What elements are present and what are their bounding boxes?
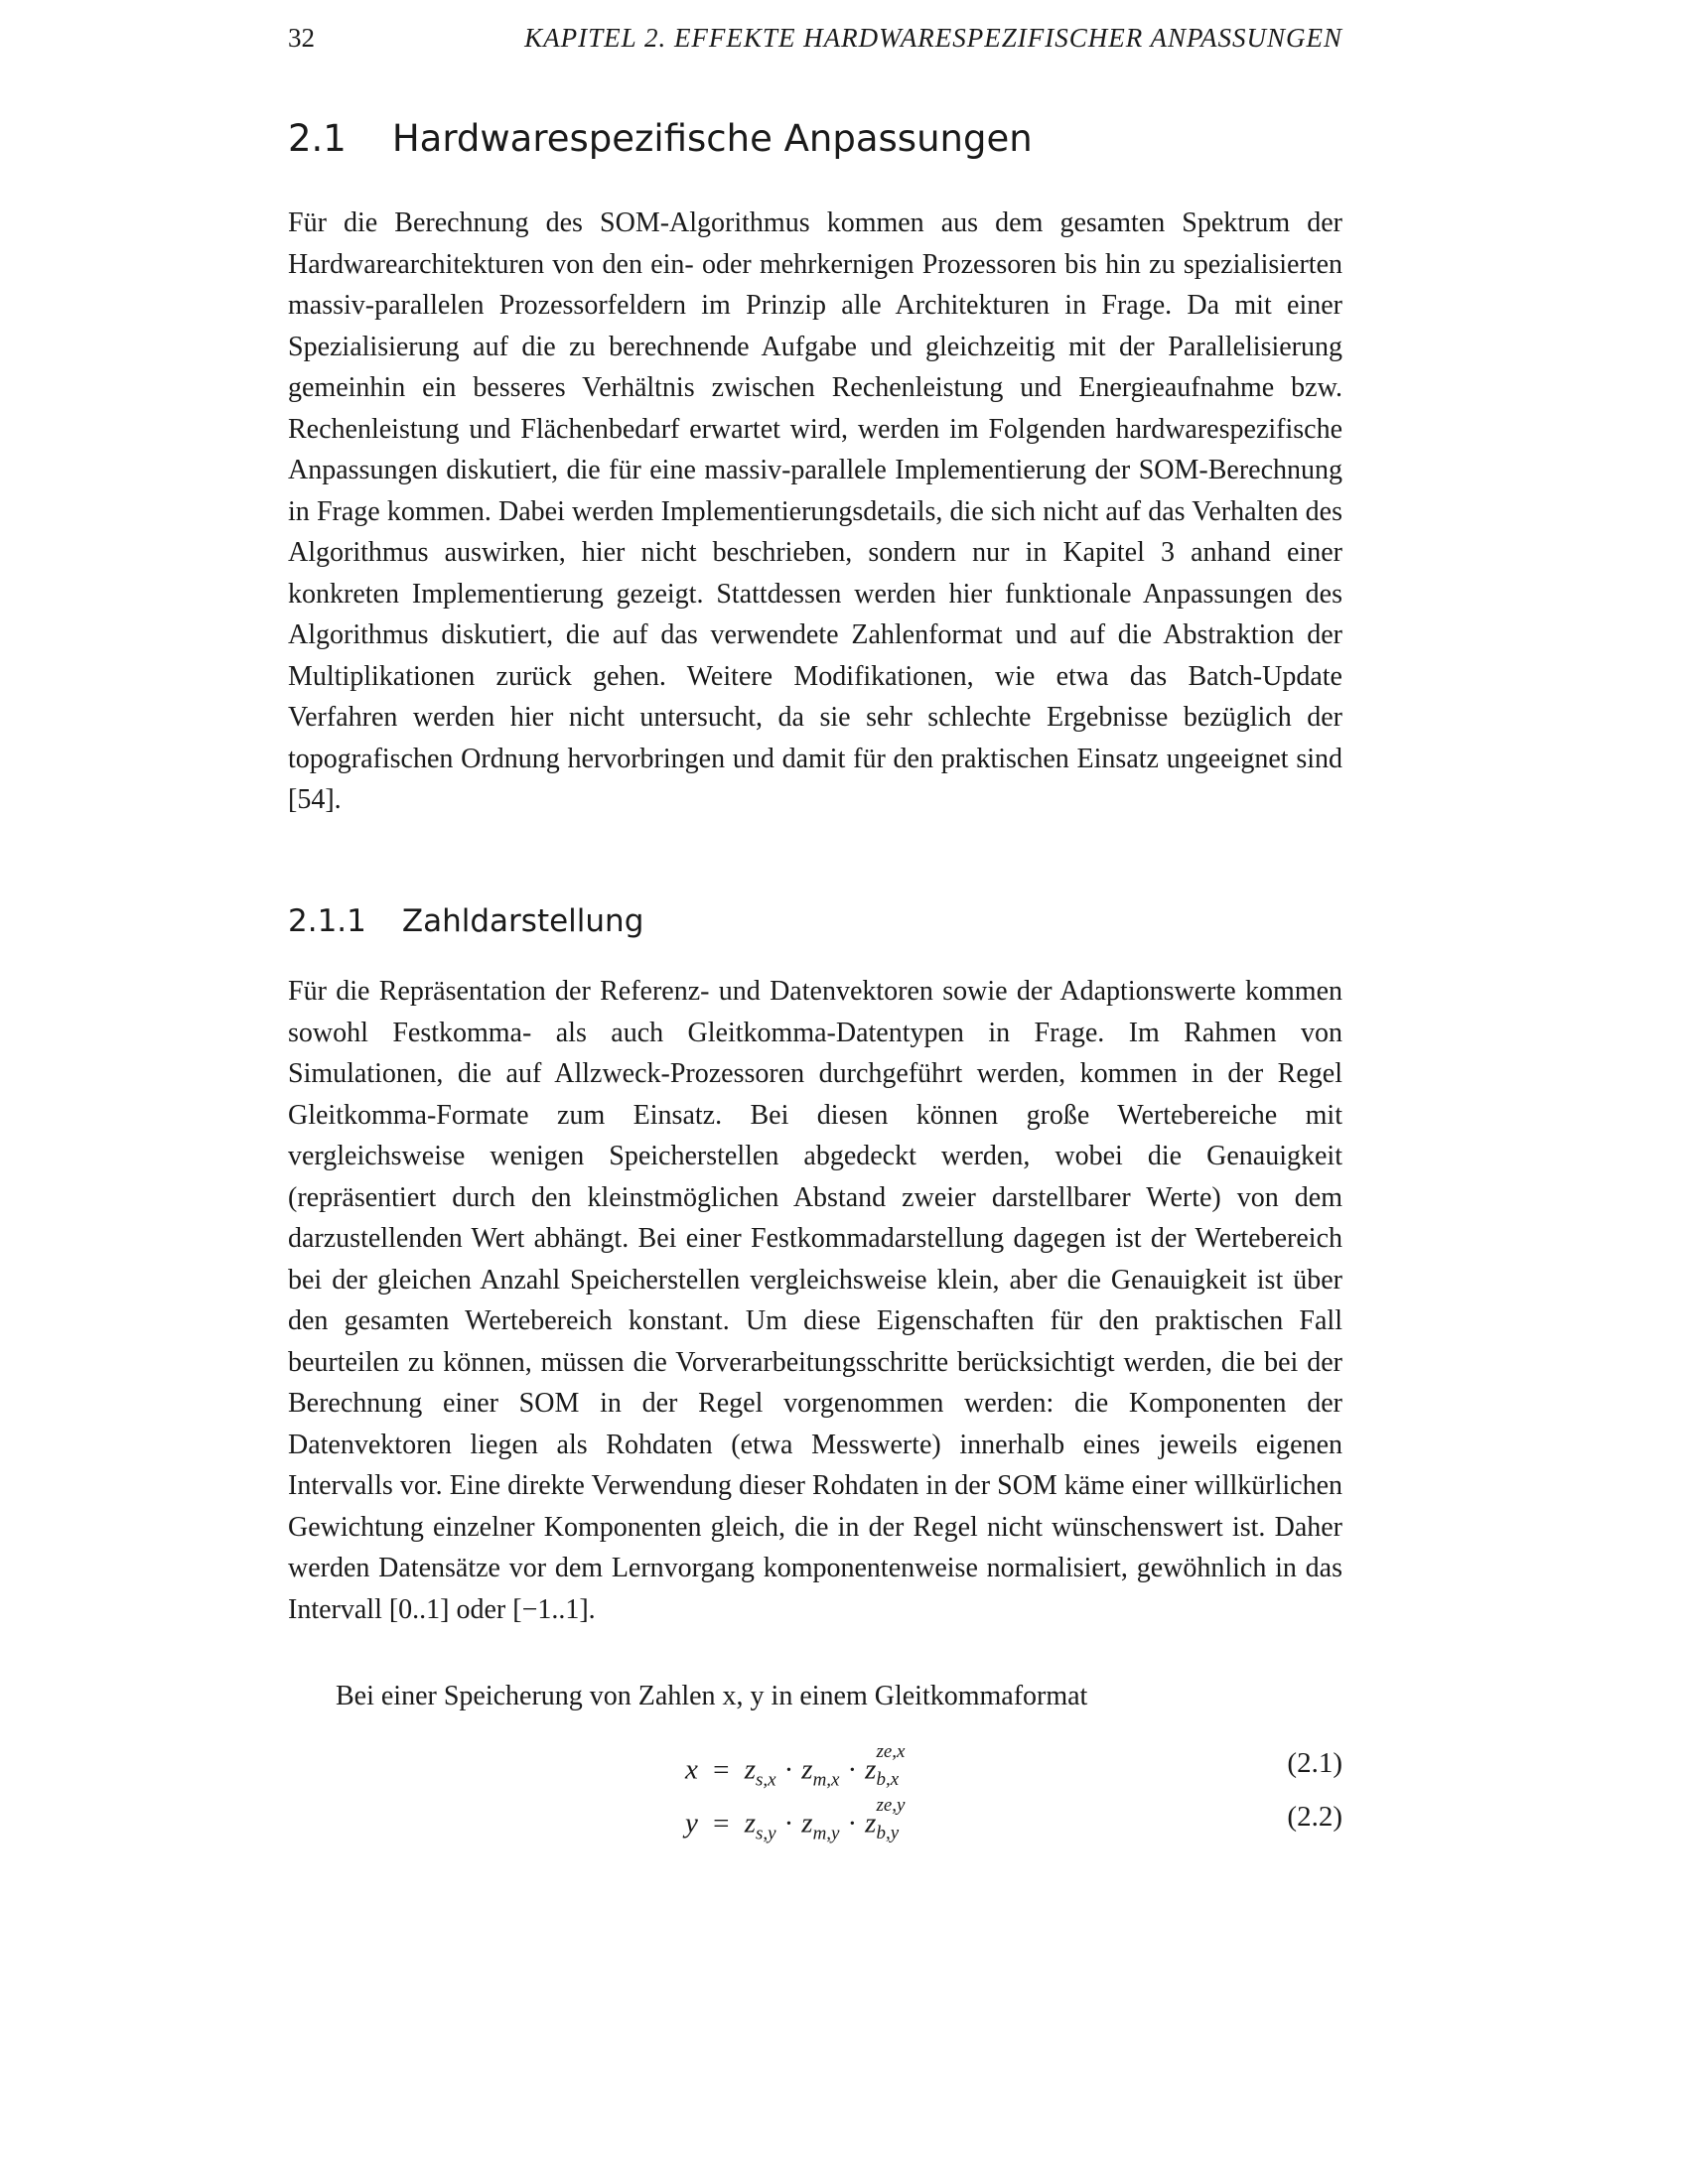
equation-subscript: b,y [876,1823,900,1843]
section-paragraph: Für die Berechnung des SOM-Algorithmus kommen aus dem gesamten Spektrum der Hardwarearchitekturen von den ein- oder mehrkernigen Prozessoren bis hin zu spezialisierten massiv-parallelen Prozessorfeldern im Prinzip alle Architekturen in Frage. Da mit einer Spezialisierung auf die zu berechnende Aufgabe und gleichzeitig mit der Parallelisierung gemeinhin ein besseres Verhältnis zwischen Rechenleistung und Energieaufnahme bzw. Rechenleistung und Flächenbedarf erwartet wird, werden im Folgenden hardwarespezifische Anpassungen diskutiert, die für eine massiv-parallele Implementierung der SOM-Berechnung in Frage kommen. Dabei werden Implementierungsdetails, die sich nicht auf das Verhalten des Algorithmus auswirken, hier nicht beschrieben, sondern nur in Kapitel 3 anhand einer konkreten Implementierung gezeigt. Stattdessen werden hier funktionale Anpassungen des Algorithmus diskutiert, die auf das verwendete Zahlenformat und auf die Abstraktion der Multiplikationen zurück gehen. Weitere Modifikationen, wie etwa das Batch-Update Verfahren werden hier nicht untersucht, da sie sehr schlechte Ergebnisse bezüglich der topografischen Ordnung hervorbringen und damit für den praktischen Einsatz ungeeignet sind [54]. [288,207,1342,815]
equation-subscript: s,y [756,1823,776,1844]
running-header [288,18,1342,58]
equation-term: z [865,1753,877,1786]
subsection-heading [288,903,1342,939]
equation-superscript: ze,x [876,1741,906,1762]
equation-lhs: x [685,1753,698,1786]
equation-2-2 [288,1793,1342,1843]
equation-superscript: ze,y [876,1795,906,1816]
equation-supsub [876,1795,919,1850]
subsection-number: 2.1.1 [288,903,366,939]
equation-subscript: b,x [876,1769,900,1790]
subsection-paragraph: Für die Repräsentation der Referenz- und Datenvektoren sowie der Adaptionswerte kommen sowohl Festkomma- als auch Gleitkomma-Datentypen in Frage. Im Rahmen von Simulationen, die auf Allzweck-Prozessoren durchgeführt werden, kommen in der Regel Gleitkomma-Formate zum Einsatz. Bei diesen können große Wertebereiche mit vergleichsweise wenigen Speicherstellen abgedeckt werden, wobei die Genauigkeit (repräsentiert durch den kleinstmöglichen Abstand zweier darstellbarer Werte) von dem darzustellenden Wert abhängt. Bei einer Festkommadarstellung dagegen ist der Wertebereich bei der gleichen Anzahl Speicherstellen vergleichsweise klein, aber die Genauigkeit ist über den gesamten Wertebereich konstant. Um diese Eigenschaften für den praktischen Fall beurteilen zu können, müssen die Vorverarbeitungsschritte berücksichtigt werden, die bei der Berechnung einer SOM in der Regel vorgenommen werden: die Komponenten der Datenvektoren liegen als Rohdaten (etwa Messwerte) innerhalb eines jeweils eigenen Intervalls vor. Eine direkte Verwendung dieser Rohdaten in der SOM käme einer willkürlichen Gewichtung einzelner Komponenten gleich, die in der Regel nicht wünschenswert ist. Daher werden Datensätze vor dem Lernvorgang komponentenweise normalisiert, gewöhnlich in das Intervall [0..1] oder [−1..1]. [288,976,1342,1625]
subsection-title: Zahldarstellung [401,903,644,939]
equation-number: (2.1) [1287,1747,1342,1779]
equation-2-1 [288,1739,1342,1789]
section-heading [288,117,1342,160]
intro-sentence: Bei einer Speicherung von Zahlen x, y in einem Gleitkommaformat [336,1681,1088,1711]
equation-term: z [744,1807,757,1840]
equation-term: z [865,1807,877,1840]
equation-number: (2.2) [1287,1801,1342,1833]
equation-subscript: m,x [812,1769,840,1791]
equation-subscript: s,x [756,1769,776,1791]
page-number: 32 [288,22,315,53]
equation-subscript: m,y [812,1823,840,1844]
section-title: Hardwarespezifische Anpassungen [391,117,1033,160]
equation-lhs: y [685,1807,698,1840]
equation-term: z [801,1807,813,1840]
equation-body: $y = z_{s,y} \cdot z_{m,y} \cdot z$ ze,y b,y [685,1801,919,1850]
section-number: 2.1 [288,117,347,160]
equation-term: z [744,1753,757,1786]
equation-body: $x = z_{s,x} \cdot z_{m,x} \cdot z$ ze,x b,x [685,1747,919,1797]
equation-term: z [801,1753,813,1786]
chapter-title: KAPITEL 2. EFFEKTE HARDWARESPEZIFISCHER ANPASSUNGEN [524,22,1342,53]
equation-supsub [876,1741,919,1797]
